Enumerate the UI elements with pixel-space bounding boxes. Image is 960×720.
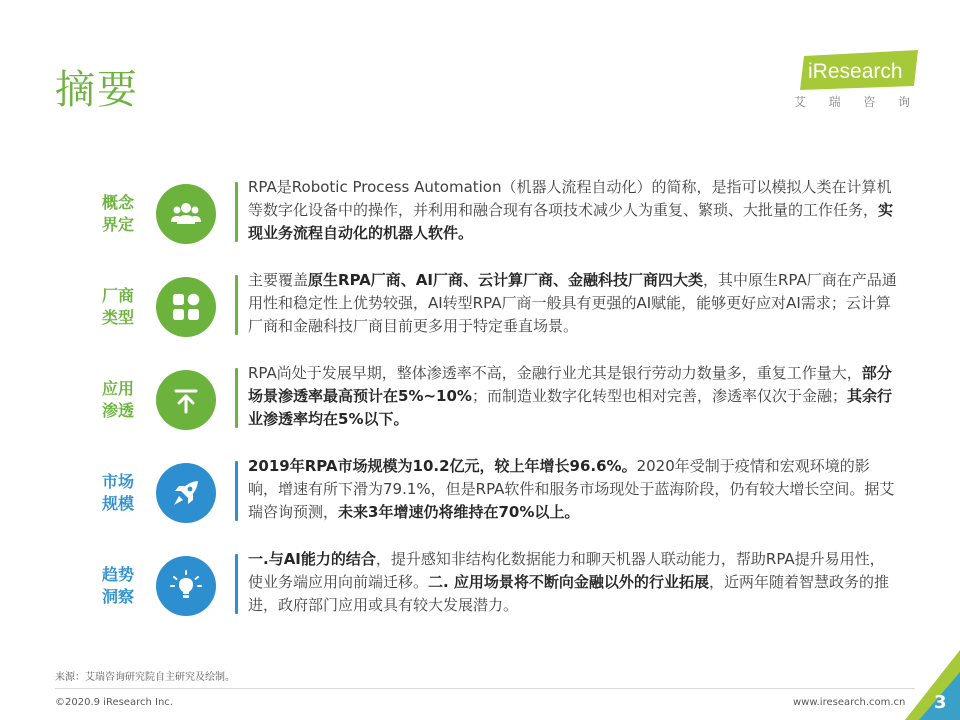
row-category-label: 厂商 类型	[101, 286, 134, 327]
row-description	[248, 269, 898, 338]
row-accent-bar	[235, 368, 238, 428]
body-text: 2020年受制于疫情和宏观环境的影响，增速有所下滑为79.1%，但是RPA软件和服务市场现处于蓝海阶段，仍有较大增长空间。据艾瑞咨询预测，	[248, 457, 895, 521]
body-text: 主要覆盖	[248, 271, 309, 289]
emphasis-text: 实现业务流程自动化的机器人软件。	[248, 201, 894, 242]
emphasis-text: 部分场景渗透率最高预计在5%~10%	[248, 364, 892, 405]
row-category-label: 趋势 洞察	[101, 565, 134, 606]
body-text: RPA尚处于发展早期，整体渗透率不高，金融行业尤其是银行劳动力数量多，重复工作量大，	[248, 364, 862, 382]
emphasis-text: 一.与AI能力的结合	[248, 550, 376, 568]
row-category-label: 市场 规模	[101, 472, 134, 513]
row-description	[248, 548, 898, 617]
people-group-icon	[156, 184, 216, 244]
summary-row-penetration	[0, 356, 960, 444]
logo-subtitle: 艾 瑞 咨 询	[794, 95, 912, 109]
copyright-text: ©2020.9 iResearch Inc.	[55, 697, 173, 708]
footer-divider	[55, 688, 915, 689]
row-accent-bar	[235, 461, 238, 521]
row-category-label: 概念 界定	[101, 193, 134, 234]
website-link[interactable]: www.iresearch.com.cn	[793, 697, 906, 708]
summary-row-trend-insight	[0, 542, 960, 630]
row-description	[248, 455, 898, 524]
body-text: ，提升感知非结构化数据能力和聊天机器人联动能力，帮助RPA提升易用性，使业务端应用向前端迁移。	[248, 550, 885, 591]
iresearch-logo-mark	[800, 50, 918, 90]
logo-brand-text: iResearch	[808, 60, 903, 83]
arrow-up-icon	[156, 370, 216, 430]
corner-decoration	[905, 650, 960, 720]
emphasis-text: 原生RPA厂商、AI厂商、云计算厂商、金融科技厂商四大类	[308, 271, 703, 289]
row-category-label: 应用 渗透	[101, 379, 134, 420]
summary-row-concept	[0, 170, 960, 258]
lightbulb-icon	[156, 556, 216, 616]
emphasis-text: 2019年RPA市场规模为10.2亿元，较上年增长96.6%。	[248, 457, 637, 475]
summary-row-market-size	[0, 449, 960, 537]
four-squares-icon	[156, 277, 216, 337]
body-text: ；而制造业数字化转型也相对完善，渗透率仅次于金融；	[471, 387, 847, 405]
emphasis-text: 其余行业渗透率均在5%以下。	[248, 387, 892, 428]
summary-row-vendor-types	[0, 263, 960, 351]
body-text: ，其中原生RPA厂商在产品通用性和稳定性上优势较强，AI转型RPA厂商一般具有更强的AI赋能，能够更好应对AI需求；云计算厂商和金融科技厂商目前更多用于特定垂直场景。	[248, 271, 897, 335]
iresearch-logo	[790, 50, 920, 112]
body-text: RPA是Robotic Process Automation（机器人流程自动化）的简称，是指可以模拟人类在计算机等数字化设备中的操作，并利用和融合现有各项技术减少人为重复、繁琐、大批量的工作任务，	[248, 178, 892, 219]
page-number: 3	[934, 692, 947, 713]
row-accent-bar	[235, 554, 238, 614]
row-description	[248, 176, 898, 245]
source-note: 来源：艾瑞咨询研究院自主研究及绘制。	[55, 672, 235, 683]
row-description	[248, 362, 898, 431]
row-accent-bar	[235, 275, 238, 335]
page-title: 摘要	[55, 67, 139, 113]
row-accent-bar	[235, 182, 238, 242]
body-text: ，近两年随着智慧政务的推进，政府部门应用或具有较大发展潜力。	[248, 573, 889, 614]
rocket-icon	[156, 463, 216, 523]
emphasis-text: 未来3年增速仍将维持在70%以上。	[338, 503, 580, 521]
emphasis-text: 二. 应用场景将不断向金融以外的行业拓展	[428, 573, 709, 591]
